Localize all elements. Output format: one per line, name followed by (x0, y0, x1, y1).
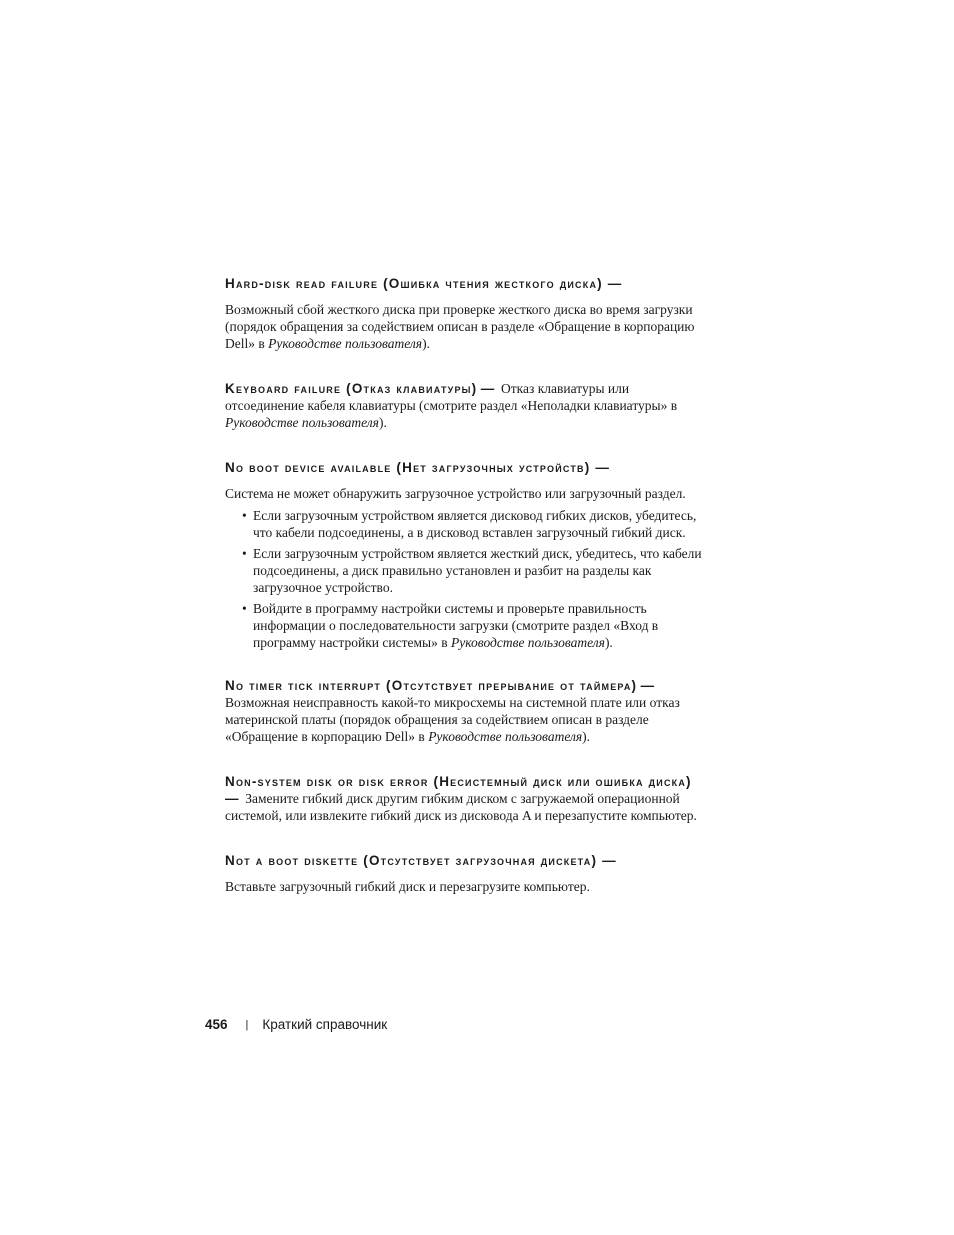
entry-text: Возможный сбой жесткого диска при проверке жесткого диска во время загрузки (порядок обращения за содействием описан в разделе «Обращение в корпорацию Dell» в (225, 302, 695, 351)
list-item (242, 600, 710, 651)
entry-intro: Система не может обнаружить загрузочное устройство или загрузочный раздел. (225, 486, 686, 501)
entry-text: Возможная неисправность какой-то микросхемы на системной плате или отказ материнской платы (порядок обращения за содействием описан в разделе «Обращение в корпорацию Dell» в (225, 695, 680, 744)
footer-section-title: Краткий справочник (262, 1017, 388, 1032)
entry-description: Вставьте загрузочный гибкий диск и перезагрузите компьютер. (225, 879, 590, 894)
entry-heading (225, 852, 710, 869)
entry-text: Замените гибкий диск другим гибким диском с загружаемой операционной системой, или извлеките гибкий диск из дисковода A и перезапустите компьютер. (225, 791, 697, 823)
list-item-text: Если загрузочным устройством является дисковод гибких дисков, убедитесь, что кабели подсоединены, а в дисковод вставлен загрузочный гибкий диск. (253, 508, 697, 540)
spacer (225, 745, 710, 773)
entry-inline-paragraph (225, 773, 710, 824)
list-item-text: Войдите в программу настройки системы и проверьте правильность информации о последовательности загрузки (смотрите раздел «Вход в программу настройки системы» в (253, 601, 659, 650)
spacer (225, 431, 710, 459)
entry-heading (225, 459, 710, 476)
user-guide-reference: Руководстве пользователя (225, 415, 379, 430)
entry-dash: — (602, 853, 616, 868)
spacer (225, 352, 710, 380)
entry-dash: — (595, 460, 609, 475)
bullet-icon: • (242, 508, 247, 523)
entry-no-boot-device (225, 459, 710, 651)
entry-text-end: ). (582, 729, 591, 744)
entry-dash: — (607, 276, 622, 291)
spacer (225, 824, 710, 852)
user-guide-reference: Руководстве пользователя (268, 336, 423, 351)
list-item-text-end: ). (604, 635, 613, 650)
entry-heading-text: Non-system disk or disk error (Несистемный диск или ошибка диска) (225, 774, 692, 789)
entry-keyboard-failure (225, 380, 710, 431)
user-guide-reference: Руководстве пользователя (428, 729, 583, 744)
entry-dash: — (640, 678, 655, 693)
entry-inline-paragraph (225, 677, 710, 745)
entry-text-end: ). (378, 415, 387, 430)
footer-separator: | (245, 1019, 249, 1031)
entry-text-end: ). (422, 336, 430, 351)
entry-heading-text: No timer tick interrupt (Отсутствует прерывание от таймера) (225, 678, 638, 693)
bullet-list (225, 507, 710, 651)
entry-text: Отказ клавиатуры или отсоединение кабеля клавиатуры (смотрите раздел «Неполадки клавиатуры» в (225, 381, 678, 413)
entry-non-system-disk (225, 773, 710, 824)
bullet-icon: • (242, 601, 247, 616)
entry-no-timer-tick (225, 677, 710, 745)
entry-inline-paragraph (225, 380, 710, 431)
page-number: 456 (205, 1017, 228, 1032)
entry-heading-text: No boot device available (Нет загрузочных устройств) (225, 460, 591, 475)
entry-dash: — (480, 381, 495, 396)
list-item (242, 545, 710, 596)
entry-heading-text: Keyboard failure (Отказ клавиатуры) (225, 381, 478, 396)
page-footer (205, 1016, 387, 1034)
page-content (225, 275, 710, 895)
spacer (225, 655, 710, 677)
entry-heading-text: Hard-disk read failure (Ошибка чтения жесткого диска) (225, 276, 603, 291)
bullet-icon: • (242, 546, 247, 561)
list-item-text: Если загрузочным устройством является жесткий диск, убедитесь, что кабели подсоединены, а диск правильно установлен и разбит на разделы как загрузочное устройство. (253, 546, 702, 595)
entry-heading-text: Not a boot diskette (Отсутствует загрузочная дискета) (225, 853, 598, 868)
entry-description (225, 301, 710, 352)
entry-dash: — (225, 791, 239, 806)
entry-not-a-boot-diskette (225, 852, 710, 895)
entry-heading (225, 275, 710, 292)
list-item (242, 507, 710, 541)
user-guide-reference: Руководстве пользователя (450, 635, 605, 650)
entry-hard-disk-read-failure (225, 275, 710, 352)
